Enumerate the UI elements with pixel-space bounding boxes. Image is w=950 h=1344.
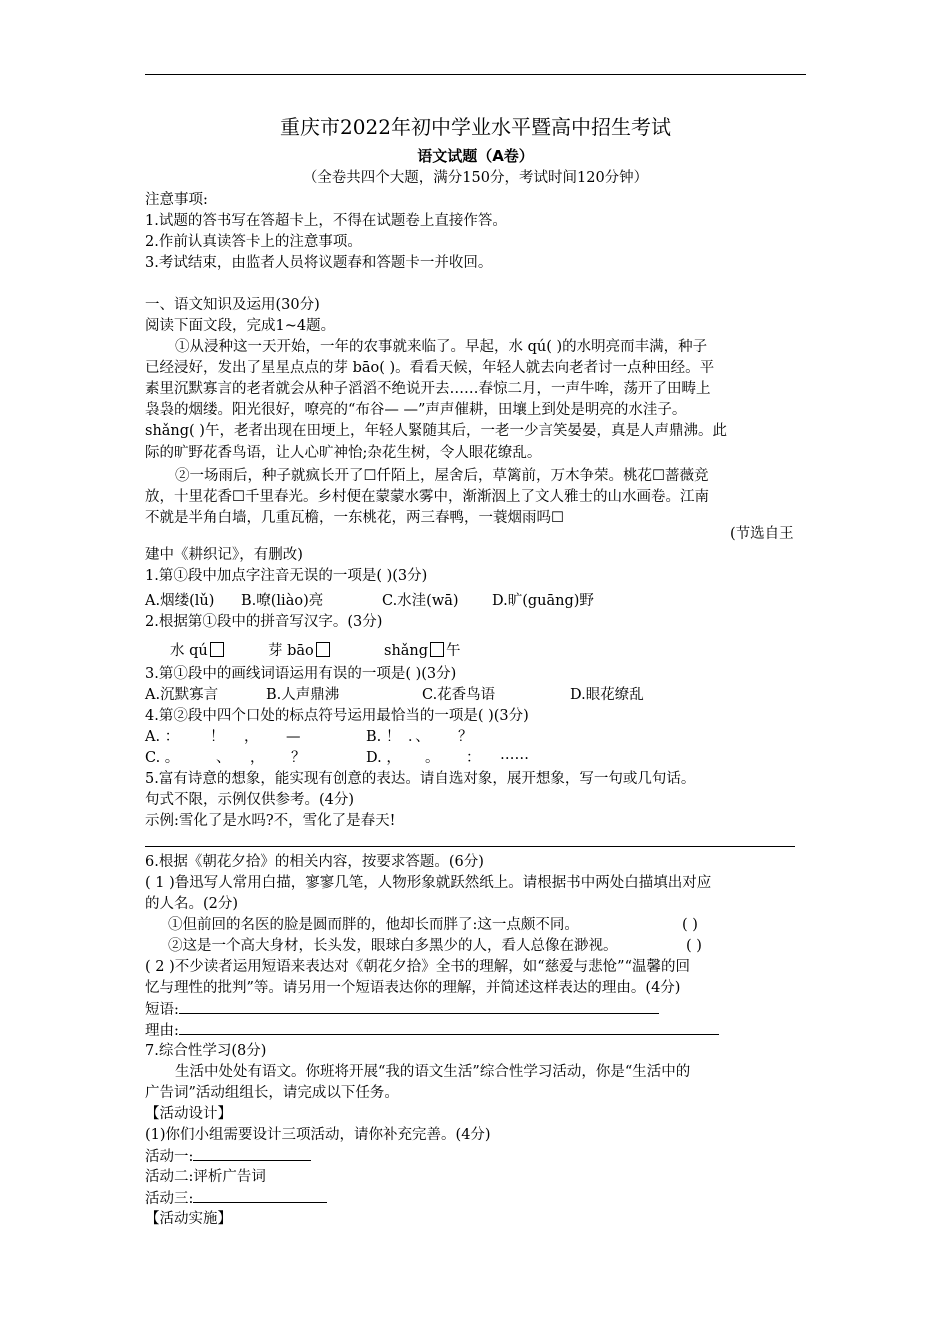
q7-sub: (1)你们小组需要设计三项活动，请你补充完善。(4分) <box>145 1127 491 1143</box>
q5-example: 示例:雪化了是水吗?不，雪化了是春天! <box>145 813 396 829</box>
passage-source: (节选自王 <box>730 526 794 542</box>
q4-option: 。 <box>425 750 440 766</box>
q3-option: A.沉默寡言 <box>145 687 219 703</box>
q7-heading: 【活动设计】 <box>145 1106 232 1122</box>
q4-option: D. ， <box>366 750 401 766</box>
passage-line: ①从浸种这一天开始，一年的农事就来临了。早起，水 qú( )的水明亮而丰满，种子 <box>175 339 708 355</box>
q6-sub: 的人名。(2分) <box>145 896 239 912</box>
q2-item: 芽 bāo <box>268 641 332 661</box>
q4-option: ？ <box>291 750 306 766</box>
activity-row: 活动二:评析广告词 <box>145 1169 266 1185</box>
activity-row: 活动一: <box>145 1146 311 1167</box>
answer-box[interactable] <box>316 642 330 657</box>
q2-item: shǎng 午 <box>384 643 461 659</box>
passage-line: 放，十里花香☐千里春光。乡村便在蒙蒙水雾中，渐渐洇上了文人雅士的山水画卷。江南 <box>145 489 709 505</box>
passage-line: 不就是半角白墙，几重瓦檐，一东桃花，两三春鸭，一蓑烟雨吗☐ <box>145 510 564 526</box>
q4-option: ！ <box>210 729 225 745</box>
top-rule <box>145 74 806 75</box>
activity-blank[interactable] <box>193 1188 327 1203</box>
q7-stem: 7.综合性学习(8分) <box>145 1043 267 1059</box>
q4-option: — <box>286 729 301 745</box>
answer-paren[interactable]: ( ) <box>686 938 702 954</box>
answer-line[interactable] <box>145 846 795 847</box>
note-item: 2.作前认真读答卡上的注意事项。 <box>145 234 362 250</box>
q7-intro: 生活中处处有语文。你班将开展“我的语文生活”综合性学习活动，你是“生活中的 <box>175 1064 691 1080</box>
notes-heading: 注意事项: <box>145 192 208 208</box>
passage-line: 已经浸好，发出了星星点点的芽 bāo( )。看看天候，年轻人就去向老者讨一点种田经。平 <box>145 360 715 376</box>
q3-stem: 3.第①段中的画线词语运用有误的一项是( )(3分) <box>145 666 457 682</box>
q5-stem: 5.富有诗意的想象，能实现有创意的表达。请自选对象，展开想象，写一句或几句话。 <box>145 771 696 787</box>
q2-item: 水 qú <box>170 641 226 661</box>
q4-option: …… <box>500 747 529 763</box>
note-item: 3.考试结束，由监者人员将议题春和答题卡一并收回。 <box>145 255 493 271</box>
q5-line: 句式不限，示例仅供参考。(4分) <box>145 792 355 808</box>
q6-sub: ( 2 )不少读者运用短语来表达对《朝花夕拾》全书的理解，如“慈爱与悲怆”“温馨的回 <box>145 959 690 975</box>
section-instruction: 阅读下面文段，完成1~4题。 <box>145 318 336 334</box>
q6-sub: ( 1 )鲁迅写人常用白描，寥寥几笔，人物形象就跃然纸上。请根据书中两处白描填出对应 <box>145 875 712 891</box>
exam-info: （全卷共四个大题，满分150分，考试时间120分钟） <box>302 170 649 186</box>
q3-option: B.人声鼎沸 <box>266 687 340 703</box>
passage-line: 袅袅的烟缕。阳光很好，嘹亮的“布谷— —”声声催耕，田壤上到处是明亮的水洼子。 <box>145 402 687 418</box>
reason-blank[interactable] <box>179 1020 719 1035</box>
phrase-blank[interactable] <box>179 999 659 1014</box>
q1-option: C.水洼(wā) <box>382 593 459 609</box>
q1-option: B.嘹(liào)亮 <box>241 593 324 609</box>
q4-option: A. ： <box>145 729 180 745</box>
q1-stem: 1.第①段中加点字注音无误的一项是( )(3分) <box>145 568 428 584</box>
passage-line: 素里沉默寡言的老者就会从种子滔滔不绝说开去……春惊二月，一声牛哞，荡开了田畴上 <box>145 381 711 397</box>
exam-title: 重庆市2022年初中学业水平暨高中招生考试 <box>280 115 671 139</box>
passage-source: 建中《耕织记》，有删改) <box>145 547 303 563</box>
q2-stem: 2.根据第①段中的拼音写汉字。(3分) <box>145 614 383 630</box>
q3-option: C.花香鸟语 <box>422 687 496 703</box>
passage-line: ②一场雨后，种子就疯长开了☐仟陌上，屋舍后，草篱前，万木争荣。桃花☐蔷薇竞 <box>175 468 709 484</box>
q4-option: C. 。 <box>145 750 180 766</box>
note-item: 1.试题的答书写在答超卡上，不得在试题卷上直接作答。 <box>145 213 507 229</box>
q7-heading: 【活动实施】 <box>145 1211 232 1227</box>
q4-option: B. ！ <box>366 729 401 745</box>
q1-option: D.旷(guāng)野 <box>492 593 594 609</box>
q4-option: ？ <box>458 729 473 745</box>
q4-stem: 4.第②段中四个口处的标点符号运用最恰当的一项是( )(3分) <box>145 708 529 724</box>
phrase-row: 短语: <box>145 999 659 1020</box>
q3-option: D.眼花缭乱 <box>570 687 644 703</box>
q6-stem: 6.根据《朝花夕拾》的相关内容，按要求答题。(6分) <box>145 854 484 870</box>
activity-blank[interactable] <box>193 1146 311 1161</box>
passage-line: shǎng( )午，老者出现在田埂上，年轻人緊随其后，一老一少言笑晏晏，真是人声鼎沸。此 <box>145 423 727 439</box>
q4-option: ， <box>250 750 265 766</box>
q7-intro: 广告词”活动组组长，请完成以下任务。 <box>145 1085 399 1101</box>
answer-paren[interactable]: ( ) <box>682 917 698 933</box>
answer-box[interactable] <box>430 642 444 657</box>
q4-option: ．、 <box>408 729 430 745</box>
q6-item: ②这是一个高大身材，长头发，眼球白多黑少的人，看人总像在渺视。 <box>168 938 618 954</box>
q4-option: 、 <box>216 750 231 766</box>
answer-box[interactable] <box>210 642 224 657</box>
reason-row: 理由: <box>145 1020 719 1041</box>
activity-row: 活动三: <box>145 1188 327 1209</box>
q4-option: ， <box>244 729 259 745</box>
q4-option: ： <box>466 750 481 766</box>
passage-line: 际的旷野花香鸟语，让人心旷神怡;杂花生树，令人眼花缭乱。 <box>145 445 542 461</box>
q6-item: ①但前回的名医的脸是圆而胖的，他却长而胖了:这一点颇不同。 <box>168 917 579 933</box>
exam-subtitle: 语文试题（A卷） <box>417 147 534 165</box>
q6-sub: 忆与理性的批判”等。请另用一个短语表达你的理解，并简述这样表达的理由。(4分) <box>145 980 681 996</box>
section-heading: 一、语文知识及运用(30分) <box>145 297 320 313</box>
q1-option: A.烟缕(lǔ) <box>145 593 215 609</box>
